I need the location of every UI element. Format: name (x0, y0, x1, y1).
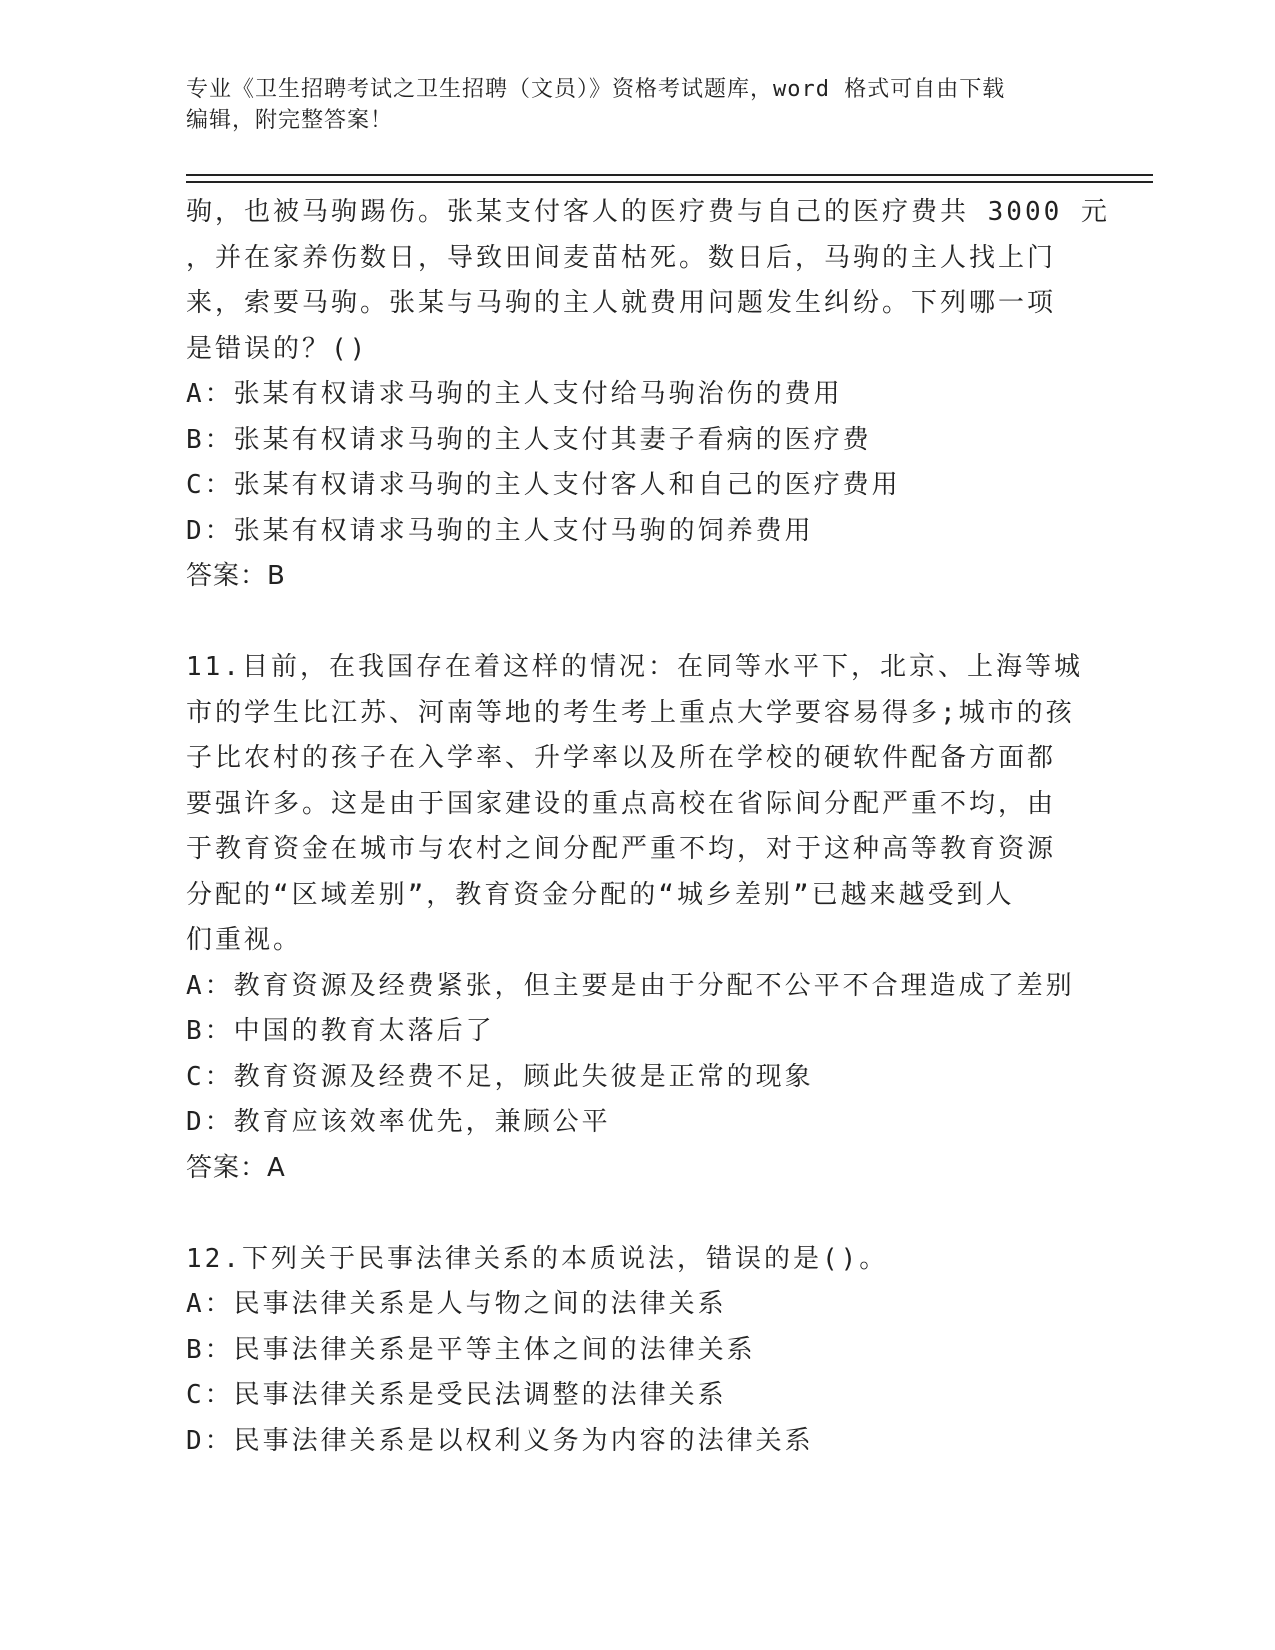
question-text-line: 12.下列关于民事法律关系的本质说法，错误的是()。 (186, 1243, 889, 1274)
header-rule-top (186, 174, 1153, 176)
document-body (186, 190, 1110, 1464)
question-text-line: 来，索要马驹。张某与马驹的主人就费用问题发生纠纷。下列哪一项 (186, 288, 1057, 318)
option-d: D：民事法律关系是以权利义务为内容的法律关系 (186, 1425, 814, 1456)
question-text-line: 是错误的？() (186, 333, 369, 364)
option-c: C：张某有权请求马驹的主人支付客人和自己的医疗费用 (186, 470, 901, 500)
question-text-line: 分配的“区域差别”，教育资金分配的“城乡差别”已越来越受到人 (186, 879, 1015, 910)
header-rule-bottom (186, 181, 1153, 183)
question-11 (186, 645, 1086, 1191)
option-c: C：民事法律关系是受民法调整的法律关系 (186, 1380, 727, 1410)
option-a: A：教育资源及经费紧张，但主要是由于分配不公平不合理造成了差别 (186, 970, 1075, 1001)
option-d: D：教育应该效率优先，兼顾公平 (186, 1107, 611, 1137)
question-text-line: 市的学生比江苏、河南等地的考生考上重点大学要容易得多;城市的孩 (186, 697, 1075, 728)
option-d: D：张某有权请求马驹的主人支付马驹的饲养费用 (186, 515, 814, 546)
option-a: A：民事法律关系是人与物之间的法律关系 (186, 1289, 727, 1319)
question-text-line: 驹，也被马驹踢伤。张某支付客人的医疗费与自己的医疗费共 3000 元 (186, 197, 1110, 227)
question-text-line: 于教育资金在城市与农村之间分配严重不均，对于这种高等教育资源 (186, 834, 1057, 864)
answer: 答案：A (186, 1152, 286, 1183)
question-text-line: 们重视。 (186, 925, 303, 955)
option-b: B：张某有权请求马驹的主人支付其妻子看病的医疗费 (186, 424, 872, 455)
question-text-line: 要强许多。这是由于国家建设的重点高校在省际间分配严重不均，由 (186, 788, 1057, 819)
header-line-2: 编辑，附完整答案！ (186, 108, 394, 133)
question-text-line: 11.目前，在我国存在着这样的情况：在同等水平下，北京、上海等城 (186, 652, 1083, 682)
answer: 答案：B (186, 561, 286, 591)
question-text-line: ，并在家养伤数日，导致田间麦苗枯死。数日后，马驹的主人找上门 (186, 242, 1057, 273)
spacer (186, 1191, 1086, 1237)
option-b: B：中国的教育太落后了 (186, 1016, 495, 1046)
question-10 (186, 190, 1110, 600)
option-b: B：民事法律关系是平等主体之间的法律关系 (186, 1334, 756, 1365)
question-12 (186, 1237, 1086, 1465)
header-line-1: 专业《卫生招聘考试之卫生招聘（文员）》资格考试题库，word 格式可自由下载 (186, 77, 1006, 102)
spacer (186, 600, 1086, 646)
document-header (186, 74, 1066, 136)
option-c: C：教育资源及经费不足，顾此失彼是正常的现象 (186, 1061, 814, 1092)
option-a: A：张某有权请求马驹的主人支付给马驹治伤的费用 (186, 379, 843, 409)
question-text-line: 子比农村的孩子在入学率、升学率以及所在学校的硬软件配备方面都 (186, 743, 1057, 773)
